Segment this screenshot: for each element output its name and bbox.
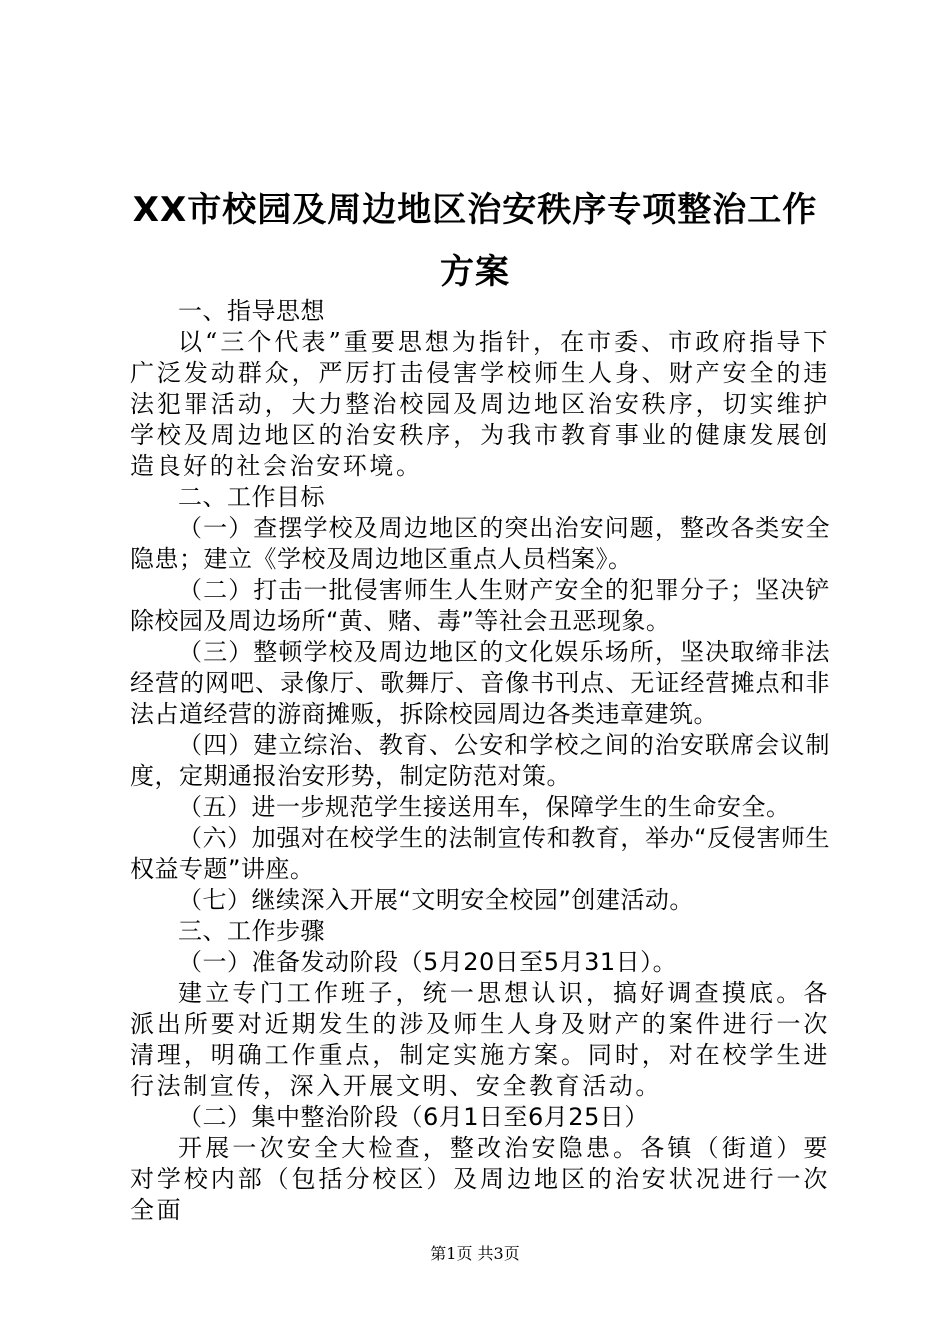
goal-item-5: （五）进一步规范学生接送用车，保障学生的生命安全。 bbox=[178, 793, 791, 821]
goal-item-6: （六）加强对在校学生的法制宣传和教育，举办“反侵害师生权益专题”讲座。 bbox=[130, 824, 830, 883]
section-heading-work-goals: 二、工作目标 bbox=[178, 483, 325, 511]
page-footer: 第1页 共3页 bbox=[430, 1244, 520, 1263]
goal-item-3: （三）整顿学校及周边地区的文化娱乐场所，坚决取缔非法经营的网吧、录像厅、歌舞厅、音像书刊点、无证经营摊点和非法占道经营的游商摊贩，拆除校园周边各类违章建筑。 bbox=[130, 638, 830, 728]
goal-item-7: （七）继续深入开展“文明安全校园”创建活动。 bbox=[178, 886, 694, 914]
document-title-line-1: XX市校园及周边地区治安秩序专项整治工作 bbox=[132, 190, 818, 230]
paragraph-rectification: 开展一次安全大检查，整改治安隐患。各镇（街道）要对学校内部（包括分校区）及周边地区的治安状况进行一次全面 bbox=[130, 1134, 830, 1224]
step-heading-rectification: （二）集中整治阶段（6月1日至6月25日） bbox=[178, 1103, 649, 1131]
paragraph-preparation: 建立专门工作班子，统一思想认识，搞好调查摸底。各派出所要对近期发生的涉及师生人身及财产的案件进行一次清理，明确工作重点，制定实施方案。同时，对在校学生进行法制宣传，深入开展文明、安全教育活动。 bbox=[130, 979, 830, 1100]
goal-item-4: （四）建立综治、教育、公安和学校之间的治安联席会议制度，定期通报治安形势，制定防范对策。 bbox=[130, 731, 830, 790]
document-body bbox=[130, 296, 830, 1226]
section-heading-work-steps: 三、工作步骤 bbox=[178, 917, 325, 945]
document-title-line-2: 方案 bbox=[440, 252, 510, 292]
goal-item-2: （二）打击一批侵害师生人生财产安全的犯罪分子；坚决铲除校园及周边场所“黄、赌、毒”等社会丑恶现象。 bbox=[130, 576, 830, 635]
goal-item-1: （一）查摆学校及周边地区的突出治安问题，整改各类安全隐患；建立《学校及周边地区重点人员档案》。 bbox=[130, 514, 830, 573]
section-heading-guiding-thought: 一、指导思想 bbox=[178, 297, 325, 325]
step-heading-preparation: （一）准备发动阶段（5月20日至5月31日）。 bbox=[178, 948, 678, 976]
paragraph-guiding-thought: 以“三个代表”重要思想为指针，在市委、市政府指导下广泛发动群众，严厉打击侵害学校师生人身、财产安全的违法犯罪活动，大力整治校园及周边地区治安秩序，切实维护学校及周边地区的治安秩序，为我市教育事业的健康发展创造良好的社会治安环境。 bbox=[130, 328, 830, 480]
